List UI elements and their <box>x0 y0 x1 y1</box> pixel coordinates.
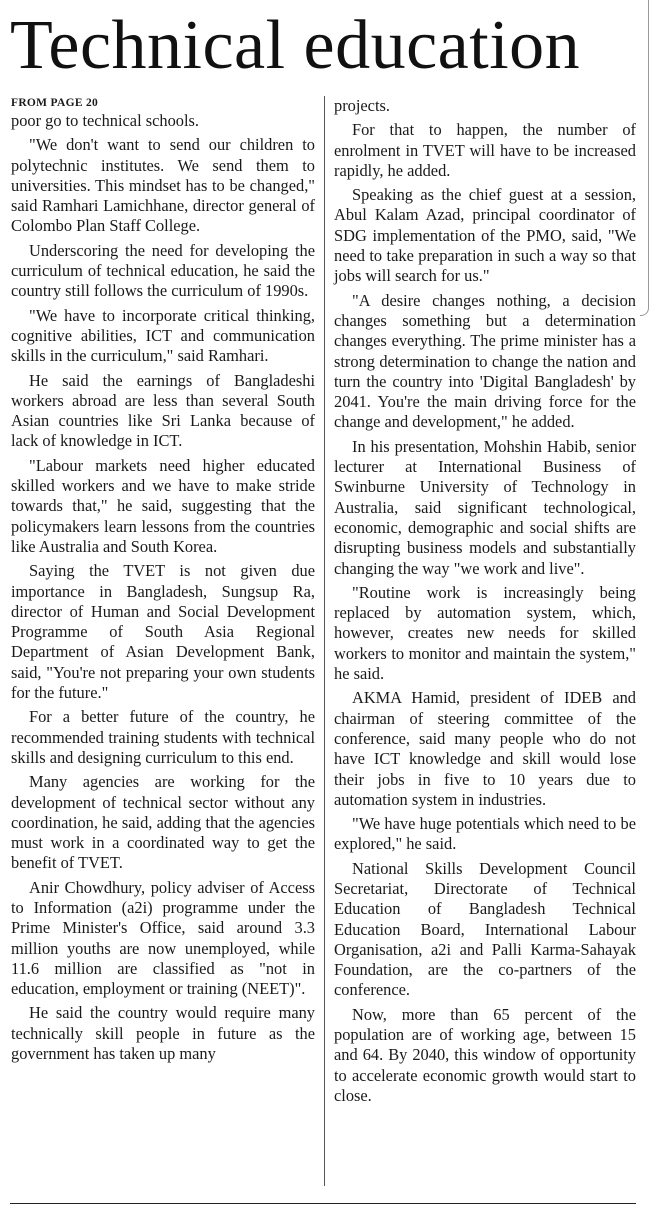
paragraph: Saying the TVET is not given due importance in Bangladesh, Sungsup Ra, director of Human and Social Development Programme of South Asia Regional Department of Asian Development Bank, said, "You're not preparing your own students for the future." <box>11 561 315 703</box>
paragraph: "A desire changes nothing, a decision changes something but a determination changes everything. The prime minister has a strong determination to change the nation and turn the country into 'Digital Bangladesh' by 2041. You're the main driving force for the change and development," he added. <box>334 290 636 432</box>
paragraph: He said the earnings of Bangladeshi workers abroad are less than several South Asian countries like Sri Lanka because of lack of knowledge in ICT. <box>11 370 315 451</box>
paragraph: Speaking as the chief guest at a session, Abul Kalam Azad, principal coordinator of SDG implementation of the PMO, said, "We need to take preparation in such a way so that jobs will search for us." <box>334 185 636 286</box>
clipping-edge-mark <box>640 0 649 316</box>
paragraph: AKMA Hamid, president of IDEB and chairman of steering committee of the conference, said many people who do not have ICT knowledge and skill would lose their jobs in five to 10 years due to automation system in industries. <box>334 688 636 809</box>
paragraph: "We don't want to send our children to polytechnic institutes. We send them to universities. This mindset has to be changed," said Ramhari Lamichhane, director general of Colombo Plan Staff College. <box>11 135 315 236</box>
paragraph: "We have huge potentials which need to be explored," he said. <box>334 814 636 854</box>
paragraph: Now, more than 65 percent of the population are of working age, between 15 and 64. By 2040, this window of opportunity to accelerate economic growth would start to close. <box>334 1004 636 1105</box>
paragraph: Many agencies are working for the development of technical sector without any coordination, he said, adding that the agencies must work in a coordinated way to get the benefit of TVET. <box>11 772 315 873</box>
article-column-left <box>11 96 315 1068</box>
paragraph: For that to happen, the number of enrolment in TVET will have to be increased rapidly, he added. <box>334 120 636 180</box>
paragraph: National Skills Development Council Secretariat, Directorate of Technical Education of Bangladesh Technical Education Board, International Labour Organisation, a2i and Palli Karma-Sahayak Foundation, are the co-partners of the conference. <box>334 858 636 1000</box>
bottom-rule <box>10 1203 636 1204</box>
paragraph: poor go to technical schools. <box>11 111 199 130</box>
paragraph: For a better future of the country, he recommended training students with technical skills and designing curriculum to this end. <box>11 707 315 767</box>
paragraph: Anir Chowdhury, policy adviser of Access to Information (a2i) programme under the Prime Minister's Office, said around 3.3 million youths are now unemployed, while 11.6 million are classified as "not in education, employment or training (NEET)". <box>11 877 315 999</box>
paragraph: "Routine work is increasingly being replaced by automation system, which, however, creates new needs for skilled workers to monitor and maintain the system," he said. <box>334 582 636 684</box>
paragraph: projects. <box>334 96 390 115</box>
paragraph: "Labour markets need higher educated skilled workers and we have to make stride towards that," he said, suggesting that the policymakers learn lessons from the countries like Australia and South Korea. <box>11 455 315 556</box>
headline: Technical education <box>10 7 581 84</box>
continuation-label: FROM PAGE 20 <box>11 97 99 109</box>
paragraph: "We have to incorporate critical thinking, cognitive abilities, ICT and communication skills in the curriculum," said Ramhari. <box>11 305 315 366</box>
paragraph: In his presentation, Mohshin Habib, senior lecturer at International Business of Swinburne University of Technology in Australia, said significant technological, economic, demographic and social shifts are disrupting business models and substantially changing the way "we work and live". <box>334 436 636 578</box>
column-divider <box>324 96 325 1186</box>
paragraph: He said the country would require many technically skill people in future as the government has taken up many <box>11 1003 315 1064</box>
article-column-right <box>334 96 636 1110</box>
paragraph: Underscoring the need for developing the curriculum of technical education, he said the country still follows the curriculum of 1990s. <box>11 240 315 301</box>
